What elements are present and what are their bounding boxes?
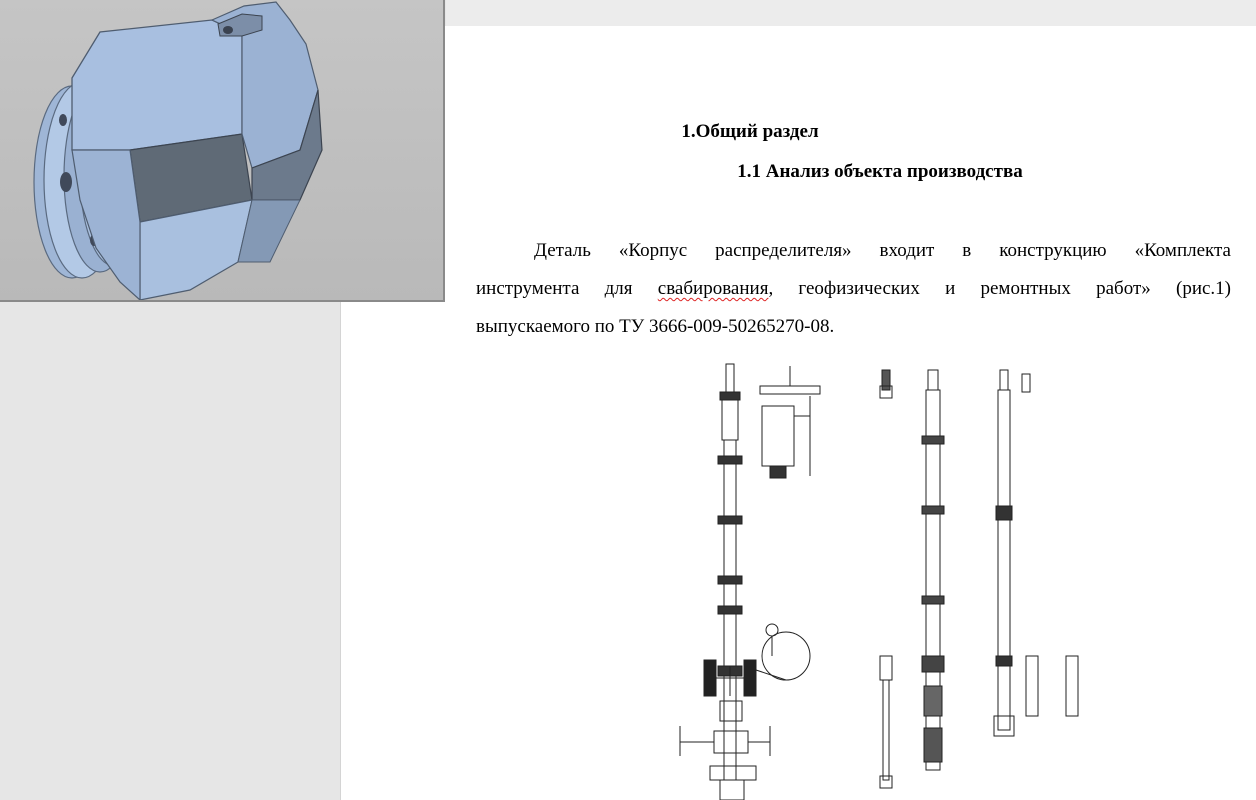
wellhead-assembly <box>680 364 820 800</box>
paragraph-line-2-post: , геофизических и ремонтных работ» (рис.1) <box>768 278 1232 299</box>
paragraph-line-1: Деталь «Корпус распределителя» входит в конструкцию «Комплекта <box>534 240 1231 261</box>
accessory-set <box>994 370 1078 736</box>
section-heading: 1.Общий раздел <box>681 121 819 142</box>
part-3d-render-icon <box>0 0 445 302</box>
equipment-drawing-icon <box>660 356 1100 800</box>
page-top-edge <box>446 0 1256 27</box>
subsection-heading: 1.1 Анализ объекта производства <box>737 161 1023 182</box>
paragraph-line-2 <box>476 270 1231 308</box>
figure-technical-drawing[interactable] <box>660 356 1100 800</box>
body-paragraph[interactable] <box>476 232 1231 346</box>
paragraph-line-3: выпускаемого по ТУ 3666-009-50265270-08. <box>476 316 835 337</box>
tool-string <box>922 370 944 770</box>
rod-assembly <box>880 370 892 788</box>
misspelled-word[interactable]: свабирования <box>657 278 769 299</box>
model-preview-window[interactable] <box>0 0 445 302</box>
paragraph-line-2-pre: инструмента для <box>476 278 658 299</box>
